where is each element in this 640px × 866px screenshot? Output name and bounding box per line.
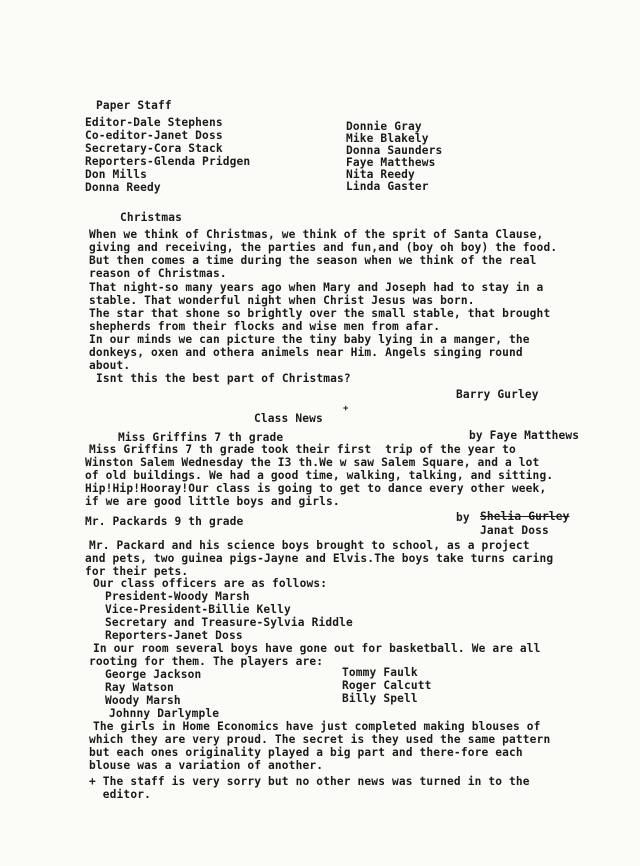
class-news-title: Class News — [254, 412, 323, 425]
player-right: Billy Spell — [342, 692, 418, 705]
officer-item: President-Woody Marsh — [105, 590, 250, 603]
griffins-line: Hip!Hip!Hooray!Our class is going to get to dance every other week, — [85, 482, 547, 495]
staff-left-item: Secretary-Cora Stack — [85, 142, 223, 155]
staff-left-item: Editor-Dale Stephens — [85, 116, 223, 129]
christmas-line: But then comes a time during the season when we think of the real — [89, 254, 537, 267]
staff-right-item: Linda Gaster — [346, 180, 429, 193]
staff-right-item: Donna Saunders — [346, 144, 443, 157]
packard-byline-name: Janat Doss — [480, 524, 549, 537]
home-ec-line: blouse was a variation of another. — [89, 759, 324, 772]
staff-right-item: Faye Matthews — [346, 156, 436, 169]
player-right: Tommy Faulk — [342, 666, 418, 679]
player-left: Johnny Darlymple — [109, 707, 220, 720]
christmas-line: When we think of Christmas, we think of the sprit of Santa Clause, — [89, 228, 544, 241]
staff-right-item: Donnie Gray — [346, 120, 422, 133]
griffins-line: if we are good little boys and girls. — [85, 495, 340, 508]
home-ec-line: The girls in Home Economics have just completed making blouses of — [93, 720, 541, 733]
footnote-mark: + — [343, 404, 349, 414]
staff-left-item: Reporters-Glenda Pridgen — [85, 155, 251, 168]
packard-line: Mr. Packard and his science boys brought to school, as a project — [89, 539, 530, 552]
christmas-line: In our minds we can picture the tiny baby lying in a manger, the — [89, 333, 530, 346]
staff-right-item: Mike Blakely — [346, 132, 429, 145]
footnote-line: editor. — [89, 788, 151, 801]
christmas-line: Isnt this the best part of Christmas? — [96, 372, 351, 385]
player-left: Woody Marsh — [105, 694, 181, 707]
christmas-line: shepherds from their flocks and wise men from afar. — [89, 320, 441, 333]
basketball-line: In our room several boys have gone out for basketball. We are all — [93, 642, 541, 655]
packard-by: by — [456, 511, 470, 524]
basketball-line: rooting for them. The players are: — [89, 655, 324, 668]
footnote-line: + The staff is very sorry but no other news was turned in to the — [89, 775, 530, 788]
christmas-author: Barry Gurley — [456, 388, 539, 401]
officer-item: Secretary and Treasure-Sylvia Riddle — [105, 616, 353, 629]
christmas-line: reason of Christmas. — [89, 267, 227, 280]
player-left: George Jackson — [105, 668, 202, 681]
griffins-line: Winston Salem Wednesday the I3 th.We w saw Salem Square, and a lot — [85, 456, 540, 469]
christmas-line: The star that shone so brightly over the small stable, that brought — [89, 307, 551, 320]
christmas-line: about. — [89, 359, 131, 372]
packard-heading: Mr. Packards 9 th grade — [85, 515, 244, 528]
staff-left-item: Don Mills — [85, 168, 147, 181]
christmas-line: That night-so many years ago when Mary and Joseph had to stay in a — [89, 281, 544, 294]
griffins-byline: by Faye Matthews — [469, 429, 580, 442]
packard-line: for their pets. — [85, 565, 189, 578]
officer-item: Vice-President-Billie Kelly — [105, 603, 291, 616]
christmas-line: donkeys, oxen and othera animels near Him. Angels singing round — [89, 346, 523, 359]
player-left: Ray Watson — [105, 681, 174, 694]
player-right: Roger Calcutt — [342, 679, 432, 692]
staff-heading: Paper Staff — [96, 99, 172, 112]
home-ec-line: but each ones originality played a big part and there-fore each — [89, 746, 523, 759]
officer-item: Reporters-Janet Doss — [105, 629, 243, 642]
home-ec-line: which they are very proud. The secret is they used the same pattern — [89, 733, 551, 746]
christmas-line: giving and receiving, the parties and fun,and (boy oh boy) the food. — [89, 241, 558, 254]
griffins-line: Miss Griffins 7 th grade took their first trip of the year to — [89, 443, 516, 456]
staff-right-item: Nita Reedy — [346, 168, 415, 181]
christmas-title: Christmas — [120, 211, 182, 224]
staff-left-item: Co-editor-Janet Doss — [85, 129, 223, 142]
christmas-line: stable. That wonderful night when Christ Jesus was born. — [89, 294, 475, 307]
staff-left-item: Donna Reedy — [85, 181, 161, 194]
griffins-heading: Miss Griffins 7 th grade — [118, 431, 284, 444]
officers-intro: Our class officers are as follows: — [93, 577, 328, 590]
griffins-line: of old buildings. We had a good time, walking, talking, and sitting. — [85, 469, 554, 482]
packard-line: and pets, two guinea pigs-Jayne and Elvis.The boys take turns caring — [85, 552, 554, 565]
packard-struck-name: Shelia Gurley — [480, 510, 570, 523]
